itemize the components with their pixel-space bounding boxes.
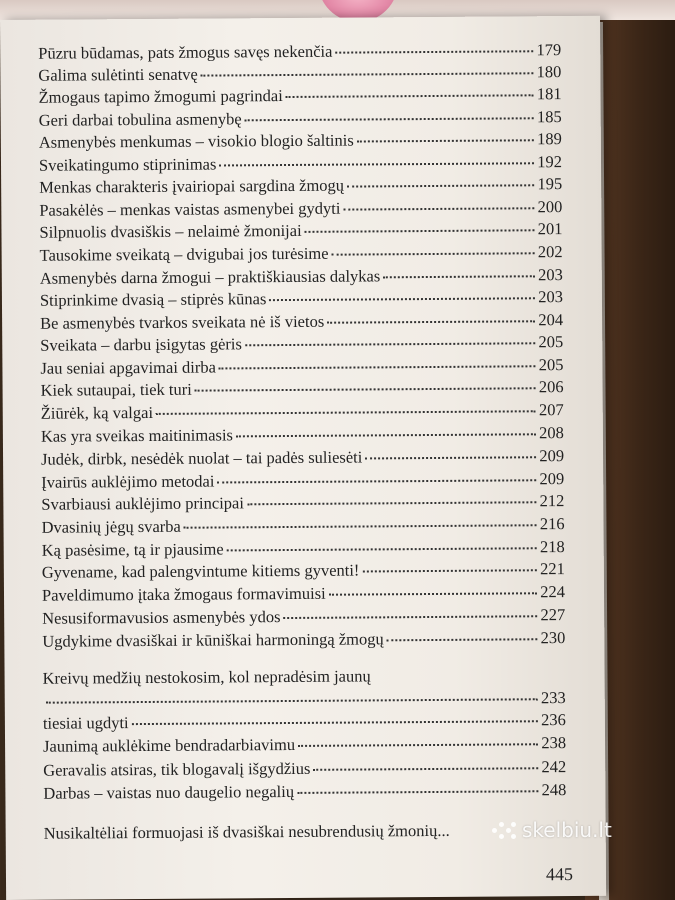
toc-entry-title: Pasakėlės – menkas vaistas asmenybei gydyti — [39, 198, 341, 220]
toc-leader-dots — [269, 293, 535, 301]
toc-entry-page: 218 — [539, 537, 565, 557]
toc-entry-title: Silpnuolis dvasiškis – nelaimė žmonijai — [39, 220, 302, 242]
toc-entry-page: 203 — [537, 265, 563, 285]
toc-entry-title: Pūzru būdamas, pats žmogus savęs nekenčia — [38, 41, 333, 63]
toc-entry-page: 216 — [539, 514, 565, 534]
toc-entry — [42, 605, 565, 629]
toc-entry — [41, 377, 564, 401]
toc-entry-title: Svarbiausi auklėjimo principai — [41, 493, 244, 514]
toc-entry-title: Jaunimą auklėkime bendradarbiavimu — [43, 734, 296, 756]
toc-leader-dots — [46, 694, 538, 703]
toc-entry — [40, 287, 563, 311]
toc-entry — [42, 537, 565, 561]
toc-entry-title: Geravalis atsiras, tik blogavalį išgydžius — [43, 758, 311, 780]
dots-logo-icon — [492, 820, 516, 840]
toc-entry-title: Stiprinkime dvasią – stiprės kūnas — [39, 289, 267, 310]
toc-entry — [41, 469, 564, 493]
toc-leader-dots — [365, 452, 536, 459]
toc-leader-dots — [362, 565, 537, 572]
toc-entry — [39, 152, 562, 176]
toc-leader-dots — [347, 180, 534, 187]
toc-entry-page: 202 — [537, 242, 563, 262]
toc-last-line: Nusikaltėliai formuojasi iš dvasiškai nesubrendusių žmonių... — [43, 820, 450, 843]
toc-leader-dots — [245, 338, 536, 346]
toc-entry-page: 248 — [541, 780, 567, 800]
toc-leader-dots — [327, 316, 535, 323]
toc-entry-title: Asmenybės menkumas – visokio blogio šaltinis — [38, 130, 354, 152]
toc-entry — [42, 628, 565, 652]
toc-entry — [43, 780, 566, 804]
toc-entry-page: 192 — [537, 152, 563, 172]
toc-leader-dots — [227, 543, 537, 551]
toc-entry-page: 207 — [538, 400, 564, 420]
page-number: 445 — [545, 864, 574, 885]
toc-entry-page: 201 — [537, 219, 563, 239]
toc-entry-title: Galima sulėtinti senatvę — [38, 64, 198, 85]
toc-entry-title: tiesiai ugdyti — [42, 713, 129, 733]
toc-entry-page: 205 — [538, 332, 564, 352]
toc-entry — [39, 129, 562, 153]
toc-leader-dots — [132, 716, 539, 725]
toc-entry-title: Sveikata – darbu įsigytas gėris — [40, 334, 242, 355]
toc-leader-dots — [329, 588, 538, 595]
toc-entry-page: 185 — [536, 107, 562, 127]
watermark-text: skelbiu.lt — [522, 818, 612, 842]
toc-leader-dots — [313, 763, 538, 771]
toc-leader-dots — [335, 46, 533, 53]
toc-entry — [39, 174, 562, 198]
toc-leader-dots — [286, 90, 534, 98]
toc-entry-page: 242 — [541, 757, 567, 777]
toc-leader-dots — [298, 739, 538, 747]
toc-entry — [40, 355, 563, 379]
toc-entry — [41, 446, 564, 470]
toc-entry-title: Menkas charakteris įvairiopai sargdina žmogų — [39, 175, 345, 197]
toc-entry-title: Jau seniai apgavimai dirba — [40, 357, 216, 378]
toc-entry — [41, 491, 564, 515]
toc-entry-title: Be asmenybės tvarkos sveikata nė iš vietos — [40, 311, 325, 333]
toc-entry-page: 209 — [539, 469, 565, 489]
toc-entry — [40, 332, 563, 356]
toc-entry-page: 205 — [538, 355, 564, 375]
toc-entry-page: 233 — [540, 688, 566, 708]
toc-entry-title: Asmenybės darna žmogui – praktiškiausias dalykas — [39, 266, 381, 288]
toc-entry-page: 203 — [538, 287, 564, 307]
toc-entry-page: 212 — [539, 491, 565, 511]
toc-entry — [40, 265, 563, 289]
toc-entry-title: Darbas – vaistas nuo daugelio negalių — [43, 781, 295, 803]
toc-entry-page: 238 — [541, 733, 567, 753]
toc-entry-title: Sveikatingumo stiprinimas — [38, 154, 217, 175]
toc-entry-title: Įvairūs auklėjimo metodai — [41, 471, 215, 492]
toc-leader-dots — [305, 225, 535, 233]
toc-entry-page: 180 — [536, 62, 562, 82]
toc-leader-dots — [247, 497, 537, 505]
toc-entry — [43, 733, 566, 757]
toc-entry-page: 236 — [541, 710, 566, 730]
toc-leader-dots — [217, 475, 536, 483]
toc-entry-page: 195 — [537, 174, 563, 194]
toc-entry — [39, 219, 562, 243]
toc-leader-dots — [283, 611, 537, 619]
toc-entry-title: Judėk, dirbk, nesėdėk nuolat – tai padės suliesėti — [41, 447, 363, 469]
toc-entry-page: 204 — [538, 310, 564, 330]
toc-wrapped-line: Kreivų medžių nestokosim, kol nepradėsim jaunų — [42, 666, 371, 688]
toc-entry-page: 189 — [537, 129, 562, 149]
toc-entry-page: 181 — [536, 84, 562, 104]
toc-entry-page: 221 — [540, 559, 565, 579]
toc-leader-dots — [184, 520, 537, 528]
toc-entry-title: Ką pasėsime, tą ir pjausime — [41, 539, 224, 560]
toc-entry-title: Kas yra sveikas maitinimasis — [40, 425, 233, 446]
toc-entry — [40, 242, 563, 266]
toc-entry-title: Gyvename, kad palengvintume kitiems gyventi! — [41, 560, 360, 582]
toc-entry-page: 206 — [538, 377, 564, 397]
watermark — [492, 818, 612, 842]
toc-leader-dots — [343, 203, 534, 210]
book-page — [0, 16, 606, 900]
toc-entry-title: Paveldimumo įtaka žmogaus formavimuisi — [41, 583, 326, 605]
toc-entry-title: Geri darbai tobulina asmenybę — [38, 109, 242, 130]
toc-leader-dots — [357, 135, 534, 142]
toc-leader-dots — [195, 383, 536, 391]
toc-entry — [38, 62, 561, 86]
toc-entry — [38, 84, 561, 108]
toc-leader-dots — [219, 361, 536, 369]
toc-leader-dots — [387, 634, 538, 641]
toc-entry-title: Nesusiformavusios asmenybės ydos — [42, 607, 281, 628]
toc-entry-title: Tausokime sveikatą – dvigubai jos turėsime — [39, 243, 329, 265]
toc-entry — [42, 582, 565, 606]
toc-leader-dots — [245, 113, 534, 121]
toc-entry — [43, 688, 566, 712]
toc-entry — [43, 710, 566, 734]
toc-leader-dots — [297, 786, 539, 794]
toc-entry — [43, 757, 566, 781]
toc-entry-title: Dvasinių jėgų svarba — [41, 516, 181, 537]
toc-entry — [41, 514, 564, 538]
toc-leader-dots — [383, 271, 535, 278]
toc-entry — [38, 40, 561, 64]
toc-entry-title: Žiūrėk, ką valgai — [40, 402, 154, 423]
toc-leader-dots — [332, 248, 535, 255]
toc-entry — [41, 400, 564, 424]
toc-entry-page: 200 — [537, 197, 563, 217]
toc-entry — [41, 423, 564, 447]
toc-leader-dots — [201, 68, 534, 76]
toc-entry — [39, 107, 562, 131]
toc-leader-dots — [236, 429, 536, 437]
toc-leader-dots — [156, 406, 536, 415]
toc-entry — [42, 559, 565, 583]
toc-leader-dots — [219, 158, 534, 166]
toc-entry-page: 179 — [536, 40, 562, 60]
toc-entry — [39, 197, 562, 221]
toc-entry-title: Kiek sutaupai, tiek turi — [40, 379, 192, 400]
toc-entry — [40, 310, 563, 334]
toc-entry-page: 230 — [540, 628, 566, 648]
toc-entry-title: Ugdykime dvasiškai ir kūniškai harmoningą žmogų — [42, 629, 384, 651]
toc-entry-title: Žmogaus tapimo žmogumi pagrindai — [38, 86, 283, 107]
toc-entry-page: 209 — [539, 446, 565, 466]
toc-entry-page: 224 — [540, 582, 566, 602]
toc-entry-page: 227 — [540, 605, 566, 625]
toc-entry-page: 208 — [539, 423, 564, 443]
